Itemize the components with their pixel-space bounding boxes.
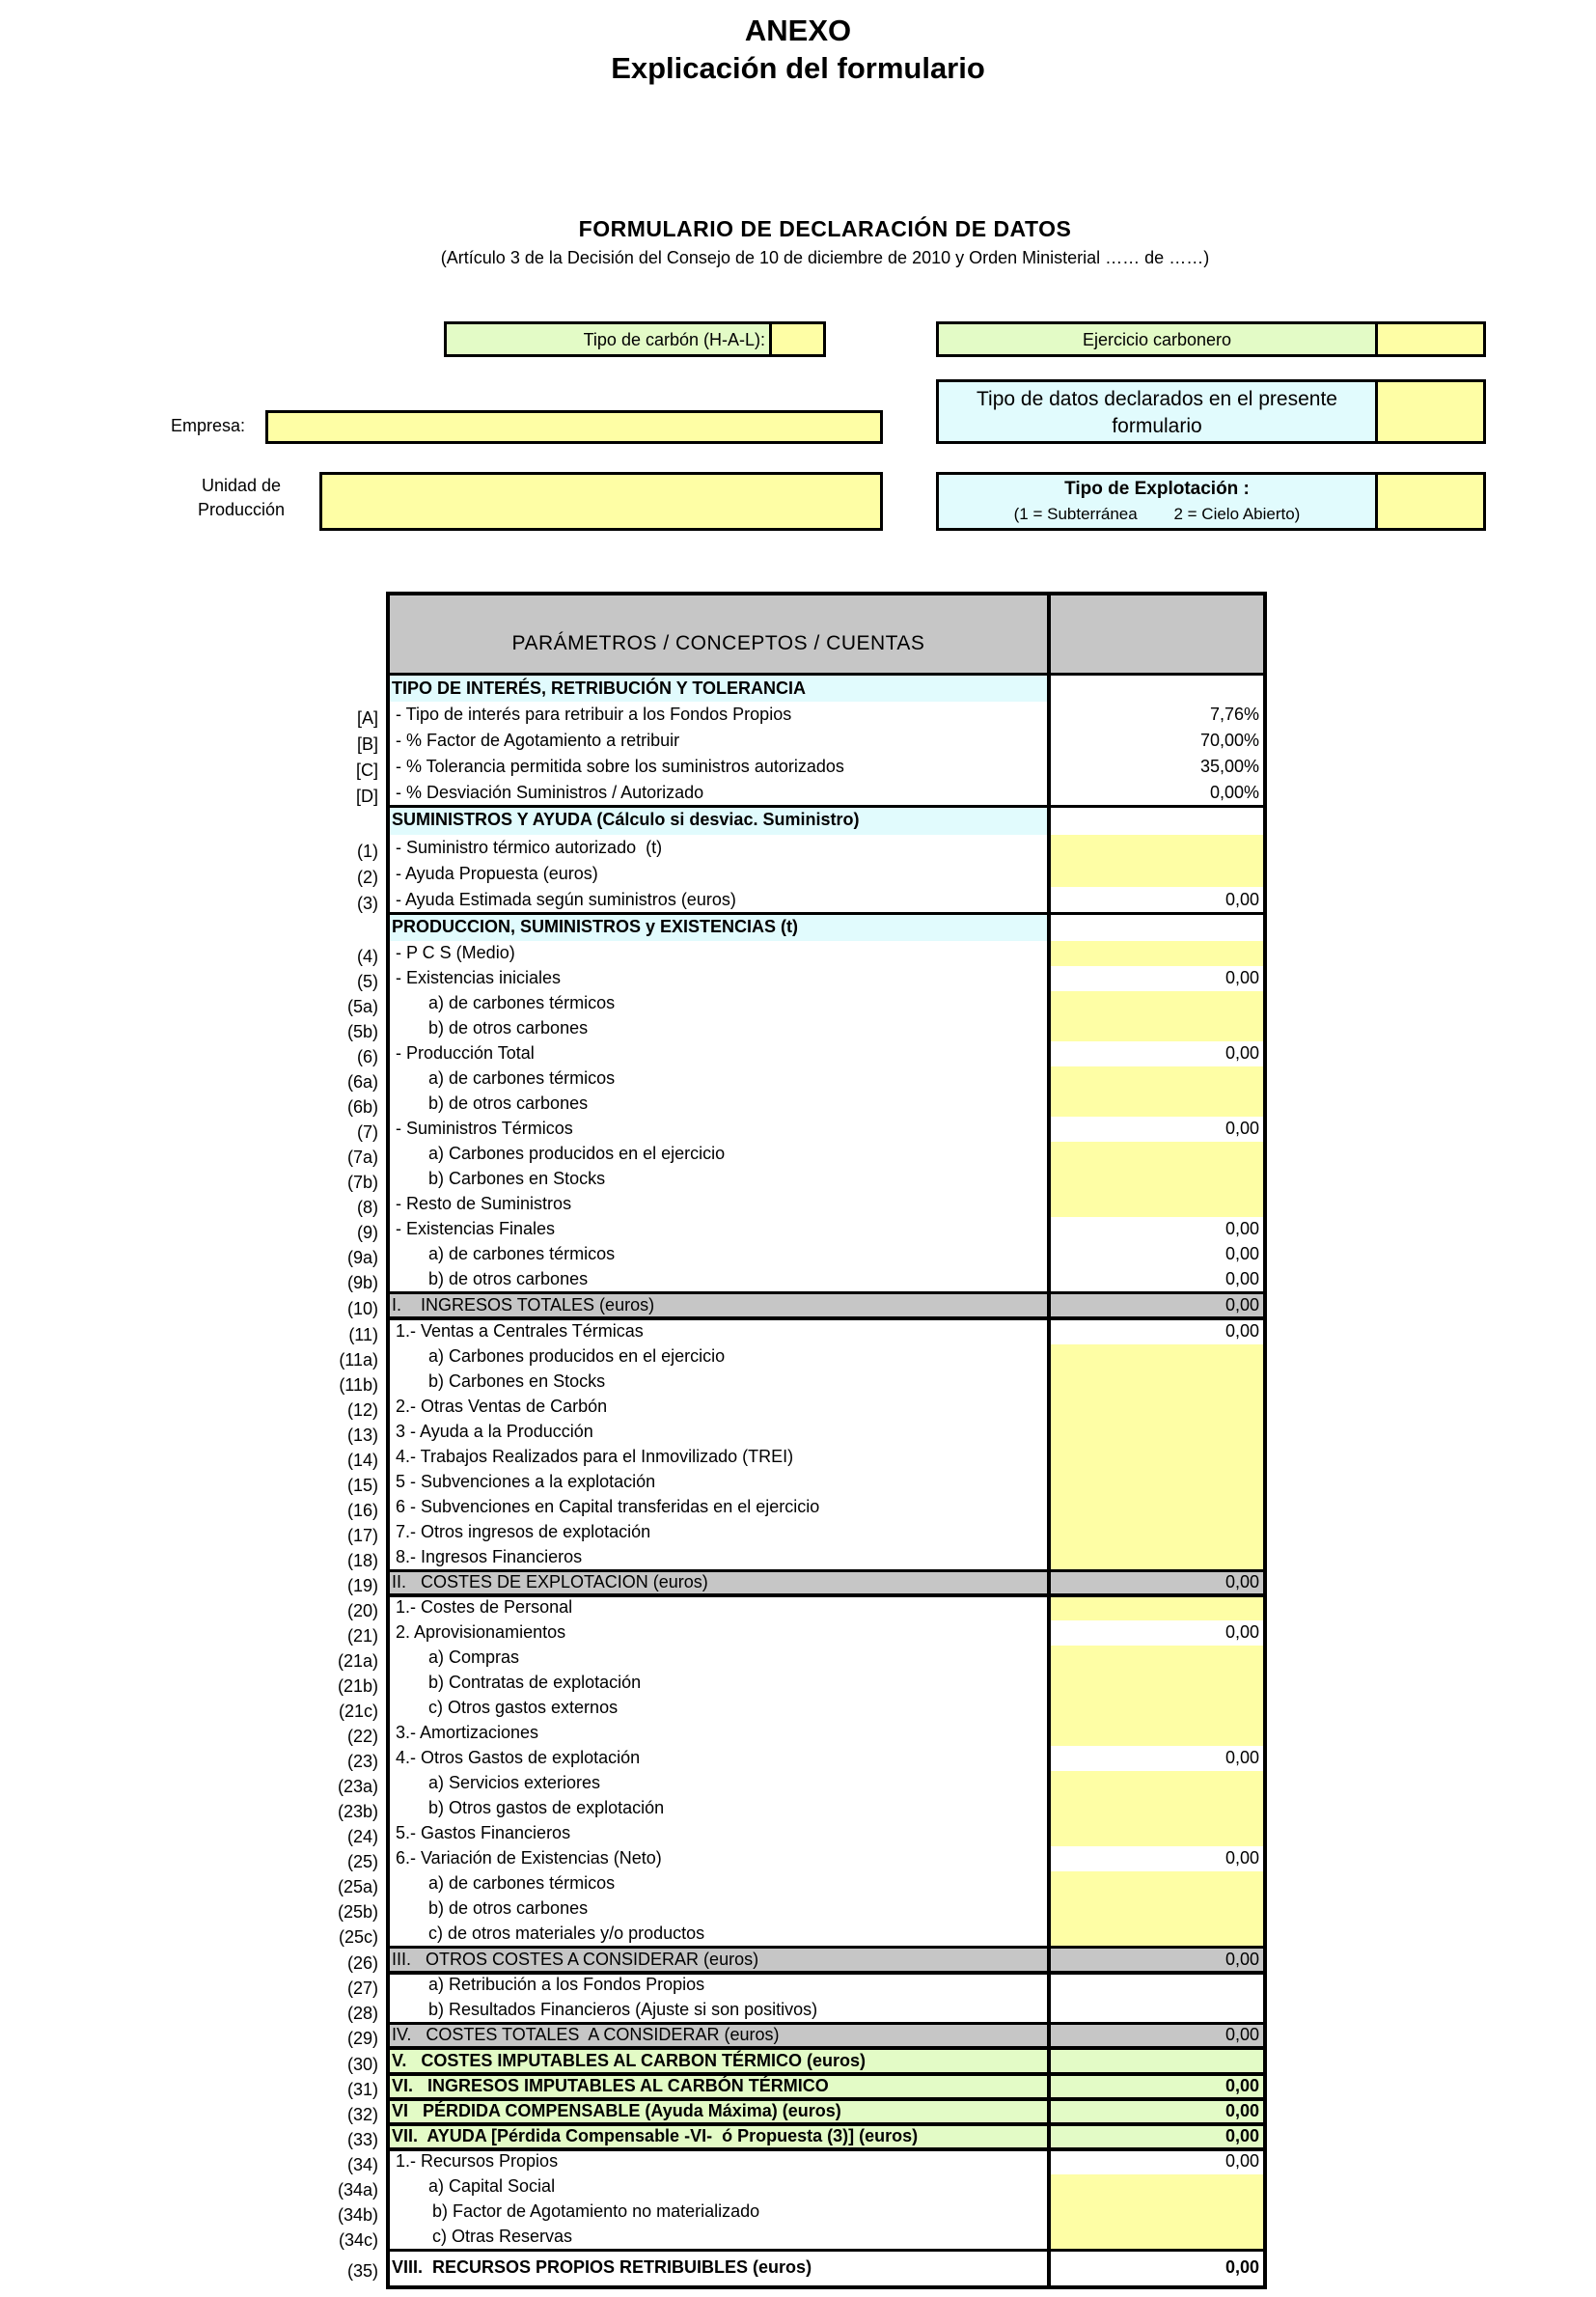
table-row [346, 2250, 1263, 2285]
value-input[interactable] [1051, 1796, 1263, 1821]
row-label: a) Carbones producidos en el ejercicio [428, 1346, 726, 1366]
table-row [346, 1846, 1263, 1871]
row-code: (9b) [346, 1273, 378, 1292]
value-input[interactable] [1051, 2225, 1263, 2250]
row-label: a) de carbones térmicos [428, 1873, 616, 1893]
row-code: [D] [355, 786, 378, 806]
tipo-carbon-input[interactable] [769, 321, 826, 357]
row-label: 4.- Trabajos Realizados para el Inmovilizado (TREI) [396, 1447, 794, 1466]
value-input[interactable] [1051, 835, 1263, 861]
row-label: 4.- Otros Gastos de explotación [396, 1748, 641, 1767]
row-code: (24) [346, 1827, 378, 1846]
table-row [346, 1142, 1263, 1167]
row-label: a) Carbones producidos en el ejercicio [428, 1144, 726, 1163]
row-code: (25a) [337, 1877, 378, 1896]
row-divider [390, 2022, 1263, 2025]
value-input[interactable] [1051, 1721, 1263, 1746]
value-input[interactable] [1051, 1520, 1263, 1545]
row-value: 0,00 [1225, 1320, 1259, 1341]
table-row [346, 2023, 1263, 2048]
row-code: (6a) [346, 1072, 378, 1092]
row-label: II. COSTES DE EXPLOTACION (euros) [392, 1572, 708, 1591]
row-code: (33) [346, 2130, 378, 2149]
row-code: (18) [346, 1551, 378, 1570]
row-label: - Suministros Térmicos [396, 1119, 573, 1138]
row-code: (17) [346, 1526, 378, 1545]
unidad-produccion-input[interactable] [319, 472, 883, 531]
form-subtitle: (Artículo 3 de la Decisión del Consejo de 10 de diciembre de 2010 y Orden Ministerial …… de ……) [440, 248, 1210, 267]
row-label: - Tipo de interés para retribuir a los Fondos Propios [396, 704, 792, 724]
row-label: - % Factor de Agotamiento a retribuir [396, 730, 680, 750]
row-label: - Resto de Suministros [396, 1194, 572, 1213]
row-label: a) de carbones térmicos [428, 1068, 616, 1088]
row-label: 6.- Variación de Existencias (Neto) [396, 1848, 662, 1868]
table-row [346, 1470, 1263, 1495]
tipo-datos-label: Tipo de datos declarados en el presente formulario [977, 388, 1337, 437]
table-row [346, 1746, 1263, 1771]
row-code: [B] [356, 733, 378, 754]
form-title: FORMULARIO DE DECLARACIÓN DE DATOS [578, 216, 1072, 241]
row-label: III. OTROS COSTES A CONSIDERAR (euros) [392, 1949, 759, 1969]
tipo-explotacion-label: Tipo de Explotación : [1064, 479, 1250, 499]
row-value: 7,76% [1209, 704, 1259, 724]
row-code: (26) [346, 1952, 378, 1973]
tipo-explotacion-label-box [936, 472, 1378, 531]
value-input[interactable] [1051, 1696, 1263, 1721]
row-divider [390, 1946, 1263, 1949]
value-input[interactable] [1051, 1545, 1263, 1570]
row-divider [390, 2047, 1263, 2050]
row-label: - Existencias iniciales [396, 968, 562, 987]
row-value: 0,00 [1225, 1043, 1259, 1063]
value-input[interactable] [1051, 1167, 1263, 1192]
row-value: 0,00 [1225, 2256, 1259, 2277]
row-value: 0,00 [1225, 1119, 1259, 1138]
table-row [390, 913, 1263, 941]
row-label: - Existencias Finales [396, 1219, 556, 1238]
row-label: a) Retribución a los Fondos Propios [428, 1975, 705, 1994]
row-divider [390, 1569, 1263, 1572]
row-label: a) Compras [428, 1647, 520, 1667]
table-row [346, 2124, 1263, 2149]
table-row [346, 1998, 1263, 2023]
row-value: 0,00% [1209, 782, 1259, 802]
row-code: (23b) [337, 1802, 378, 1821]
row-code: (8) [357, 1198, 378, 1217]
row-value: 0,00 [1225, 2025, 1259, 2044]
row-code: (4) [357, 947, 378, 966]
table-header-title: PARÁMETROS / CONCEPTOS / CUENTAS [511, 632, 925, 654]
row-code: (12) [346, 1400, 378, 1420]
row-label: - Ayuda Propuesta (euros) [396, 863, 598, 883]
table-row [346, 1267, 1263, 1292]
table-row [355, 780, 1263, 806]
table-row [346, 2074, 1263, 2099]
row-code: (21) [346, 1626, 378, 1646]
row-label: PRODUCCION, SUMINISTROS y EXISTENCIAS (t) [392, 916, 799, 936]
table-row [346, 1821, 1263, 1846]
value-input[interactable] [1051, 1595, 1263, 1620]
row-value: 0,00 [1225, 2101, 1259, 2120]
row-label: 3.- Amortizaciones [396, 1723, 539, 1742]
value-input[interactable] [1051, 1066, 1263, 1092]
value-input[interactable] [1051, 1016, 1263, 1041]
row-value: 0,00 [1225, 1294, 1259, 1315]
row-label: c) de otros materiales y/o productos [428, 1923, 705, 1943]
row-label: 2.- Otras Ventas de Carbón [396, 1397, 608, 1416]
value-input[interactable] [1051, 1370, 1263, 1395]
table-row [357, 1217, 1263, 1242]
table-row [346, 1395, 1263, 1420]
row-value: 70,00% [1199, 730, 1259, 750]
row-code: (21b) [337, 1676, 378, 1696]
row-label: b) Carbones en Stocks [428, 1371, 606, 1391]
table-row [346, 991, 1263, 1016]
table-row [346, 1092, 1263, 1117]
row-label: - Ayuda Estimada según suministros (euros) [396, 889, 736, 909]
value-input[interactable] [1051, 1771, 1263, 1796]
row-label: IV. COSTES TOTALES A CONSIDERAR (euros) [392, 2025, 780, 2044]
row-code: (11a) [339, 1350, 378, 1370]
table-row [357, 966, 1263, 991]
value-input[interactable] [1051, 1671, 1263, 1696]
table-row [338, 2225, 1263, 2250]
table-row [346, 1495, 1263, 1520]
table-row [346, 1570, 1263, 1595]
table-row [346, 2099, 1263, 2124]
table-row [346, 1545, 1263, 1570]
value-input[interactable] [1051, 1470, 1263, 1495]
unidad-label-line2: Producción [197, 500, 286, 519]
value-input[interactable] [1051, 1646, 1263, 1671]
table-row [337, 2174, 1263, 2200]
row-label: TIPO DE INTERÉS, RETRIBUCIÓN Y TOLERANCIA [392, 678, 807, 698]
row-label: 5.- Gastos Financieros [396, 1823, 571, 1842]
row-value: 0,00 [1225, 1269, 1259, 1288]
row-value: 0,00 [1225, 1244, 1259, 1263]
empresa-label: Empresa: [171, 416, 246, 435]
row-label: - % Tolerancia permitida sobre los suministros autorizados [396, 756, 844, 776]
row-code: (34a) [337, 2180, 378, 2200]
row-label: c) Otros gastos externos [428, 1698, 619, 1717]
value-input[interactable] [1051, 1192, 1263, 1217]
table-row [346, 1016, 1263, 1041]
table-row [346, 2048, 1263, 2074]
row-value: 0,00 [1225, 1848, 1259, 1868]
row-label: 1.- Ventas a Centrales Térmicas [396, 1320, 644, 1341]
row-label: - Producción Total [396, 1043, 535, 1063]
value-input[interactable] [1051, 1142, 1263, 1167]
row-code: (14) [346, 1451, 378, 1470]
row-code: (13) [346, 1425, 378, 1445]
row-code: (29) [346, 2029, 378, 2048]
row-code: (5) [357, 972, 378, 991]
row-label: SUMINISTROS Y AYUDA (Cálculo si desviac. Suministro) [392, 810, 860, 829]
row-label: b) Carbones en Stocks [428, 1169, 606, 1188]
row-code: (35) [346, 2260, 378, 2281]
table-row [346, 1947, 1263, 1973]
row-code: (34c) [338, 2230, 378, 2250]
table-row [357, 941, 1263, 966]
row-code: (5b) [346, 1022, 378, 1041]
page-title: ANEXO [744, 14, 852, 47]
row-value: 0,00 [1225, 1748, 1259, 1767]
value-input[interactable] [1051, 1871, 1263, 1896]
value-input[interactable] [1051, 1420, 1263, 1445]
table-row [346, 1420, 1263, 1445]
table-row [390, 676, 1263, 702]
row-label: VI PÉRDIDA COMPENSABLE (Ayuda Máxima) (euros) [392, 2101, 841, 2120]
row-value: 0,00 [1225, 1572, 1259, 1591]
tipo-datos-input[interactable] [1375, 379, 1486, 444]
ejercicio-input[interactable] [1375, 321, 1486, 357]
table-row [346, 1973, 1263, 1998]
row-value: 0,00 [1225, 889, 1259, 909]
row-label: 2. Aprovisionamientos [396, 1622, 566, 1642]
table-column-divider [1047, 592, 1051, 2289]
table-row [339, 1344, 1263, 1370]
table-row [356, 702, 1263, 728]
row-label: - Suministro térmico autorizado (t) [396, 837, 663, 857]
row-code: (16) [346, 1501, 378, 1520]
table-row [356, 728, 1263, 754]
row-code: (28) [346, 2004, 378, 2023]
tipo-carbon-label-box [444, 321, 772, 357]
row-label: b) de otros carbones [428, 1093, 589, 1113]
table-row [390, 806, 1263, 835]
table-row [346, 1167, 1263, 1192]
row-label: b) Contratas de explotación [428, 1673, 642, 1692]
table-row [357, 887, 1263, 913]
table-row [337, 2200, 1263, 2225]
value-input[interactable] [1051, 2174, 1263, 2200]
tipo-explotacion-input[interactable] [1375, 472, 1486, 531]
row-divider [390, 2148, 1263, 2151]
row-code: (7a) [346, 1148, 378, 1167]
row-label: 7.- Otros ingresos de explotación [396, 1522, 651, 1541]
value-input[interactable] [1051, 1922, 1263, 1947]
row-code: (6b) [346, 1097, 378, 1117]
row-divider [390, 2123, 1263, 2126]
table-row [337, 1771, 1263, 1796]
row-label: - P C S (Medio) [396, 943, 515, 962]
table-row [357, 861, 1263, 887]
table-row [346, 2149, 1263, 2174]
row-code: (22) [346, 1727, 378, 1746]
tipo-explotacion-options: (1 = Subterránea 2 = Cielo Abierto) [1013, 505, 1301, 523]
row-code: (27) [346, 1979, 378, 1998]
row-label: 1.- Costes de Personal [396, 1597, 573, 1617]
row-code: (11b) [339, 1375, 378, 1395]
table-row [346, 1445, 1263, 1470]
row-code: (23a) [337, 1777, 378, 1796]
value-input[interactable] [1051, 1821, 1263, 1846]
row-label: 8.- Ingresos Financieros [396, 1547, 583, 1566]
row-label: a) Servicios exteriores [428, 1773, 601, 1792]
row-value: 35,00% [1199, 756, 1259, 776]
row-code: (3) [357, 893, 378, 913]
row-label: c) Otras Reservas [432, 2227, 573, 2246]
row-value: 0,00 [1225, 2076, 1259, 2095]
row-code: (32) [346, 2105, 378, 2124]
value-input[interactable] [1051, 2200, 1263, 2225]
row-code: (21a) [337, 1651, 378, 1671]
row-divider [390, 805, 1263, 808]
row-label: b) de otros carbones [428, 1269, 589, 1288]
row-code: (11) [348, 1324, 378, 1344]
value-input[interactable] [1051, 991, 1263, 1016]
tipo-carbon-label: Tipo de carbón (H-A-L): [583, 330, 765, 349]
row-divider [390, 2073, 1263, 2076]
row-code: (7) [357, 1122, 378, 1142]
table-row [355, 754, 1263, 780]
row-label: b) de otros carbones [428, 1018, 589, 1038]
table-row [337, 1796, 1263, 1821]
table-row [337, 1671, 1263, 1696]
value-input[interactable] [1051, 1445, 1263, 1470]
row-code: (19) [346, 1576, 378, 1595]
row-label: VII. AYUDA [Pérdida Compensable -VI- ó Propuesta (3)] (euros) [392, 2126, 919, 2145]
row-code: (21c) [338, 1702, 378, 1721]
row-code: (5a) [346, 997, 378, 1016]
row-code: (9) [357, 1223, 378, 1242]
table-row [346, 1595, 1263, 1620]
row-code: (15) [346, 1476, 378, 1495]
row-label: 3 - Ayuda a la Producción [396, 1422, 593, 1441]
table-row [346, 1066, 1263, 1092]
value-input[interactable] [1051, 1344, 1263, 1370]
row-code: (1) [357, 841, 378, 861]
row-value: 0,00 [1225, 1622, 1259, 1642]
empresa-input[interactable] [265, 410, 883, 444]
row-label: b) Factor de Agotamiento no materializado [432, 2201, 760, 2221]
row-code: (2) [357, 867, 378, 887]
row-divider [390, 2098, 1263, 2101]
value-input[interactable] [1051, 1896, 1263, 1922]
row-value: 0,00 [1225, 2151, 1259, 2171]
table-row [339, 1370, 1263, 1395]
table-row [346, 1292, 1263, 1318]
row-value: 0,00 [1225, 968, 1259, 987]
row-label: I. INGRESOS TOTALES (euros) [392, 1294, 655, 1315]
row-code: [C] [355, 760, 378, 780]
table-row [357, 1117, 1263, 1142]
page-subtitle: Explicación del formulario [611, 51, 985, 85]
row-value: 0,00 [1225, 1949, 1259, 1969]
row-label: 5 - Subvenciones a la explotación [396, 1472, 656, 1491]
row-label: - % Desviación Suministros / Autorizado [396, 782, 704, 802]
value-input[interactable] [1051, 861, 1263, 887]
row-label: b) de otros carbones [428, 1898, 589, 1918]
row-code: (34) [346, 2155, 378, 2174]
table-row [357, 835, 1263, 861]
row-value: 0,00 [1225, 1219, 1259, 1238]
row-label: 1.- Recursos Propios [396, 2151, 559, 2171]
row-code: (30) [346, 2054, 378, 2074]
row-divider [390, 1291, 1263, 1294]
value-input[interactable] [1051, 1495, 1263, 1520]
row-divider [390, 2249, 1263, 2252]
row-code: (23) [346, 1752, 378, 1771]
row-code: (7b) [346, 1173, 378, 1192]
row-divider [390, 1317, 1263, 1320]
tipo-datos-label-box [936, 379, 1378, 444]
value-input[interactable] [1051, 1092, 1263, 1117]
row-value: 0,00 [1225, 2126, 1259, 2145]
table-row [348, 1318, 1263, 1344]
ejercicio-label-box [936, 321, 1378, 357]
row-code: (25c) [338, 1927, 378, 1947]
value-input[interactable] [1051, 941, 1263, 966]
table-row [337, 1896, 1263, 1922]
row-label: b) Resultados Financieros (Ajuste si son positivos) [428, 2000, 818, 2019]
table-row [346, 1620, 1263, 1646]
table-row [337, 1646, 1263, 1671]
row-code: (34b) [337, 2205, 378, 2225]
table-row [338, 1696, 1263, 1721]
table-row [346, 1242, 1263, 1267]
unidad-label-line1: Unidad de [201, 476, 282, 495]
row-label: V. COSTES IMPUTABLES AL CARBON TÉRMICO (euros) [392, 2050, 867, 2070]
row-divider [390, 912, 1263, 915]
row-code: (25b) [337, 1902, 378, 1922]
ejercicio-label: Ejercicio carbonero [1082, 330, 1232, 349]
table-row [357, 1041, 1263, 1066]
table-row [337, 1871, 1263, 1896]
row-code: (25) [346, 1852, 378, 1871]
row-label: a) de carbones térmicos [428, 1244, 616, 1263]
row-code: (20) [346, 1601, 378, 1620]
row-label: a) Capital Social [428, 2176, 556, 2196]
value-input[interactable] [1051, 1395, 1263, 1420]
row-code: (10) [346, 1298, 378, 1318]
row-code: (31) [346, 2080, 378, 2099]
table-row [357, 1192, 1263, 1217]
row-label: b) Otros gastos de explotación [428, 1798, 665, 1817]
row-label: a) de carbones térmicos [428, 993, 616, 1012]
row-label: 6 - Subvenciones en Capital transferidas en el ejercicio [396, 1497, 820, 1516]
row-code: [A] [356, 707, 378, 728]
row-divider [390, 1594, 1263, 1597]
row-code: (9a) [346, 1248, 378, 1267]
table-row [346, 1721, 1263, 1746]
table-row [338, 1922, 1263, 1947]
row-divider [390, 1972, 1263, 1975]
row-code: (6) [357, 1047, 378, 1066]
row-label: VI. INGRESOS IMPUTABLES AL CARBÓN TÉRMICO [392, 2076, 829, 2095]
table-row [346, 1520, 1263, 1545]
row-label: VIII. RECURSOS PROPIOS RETRIBUIBLES (euros) [392, 2256, 812, 2277]
